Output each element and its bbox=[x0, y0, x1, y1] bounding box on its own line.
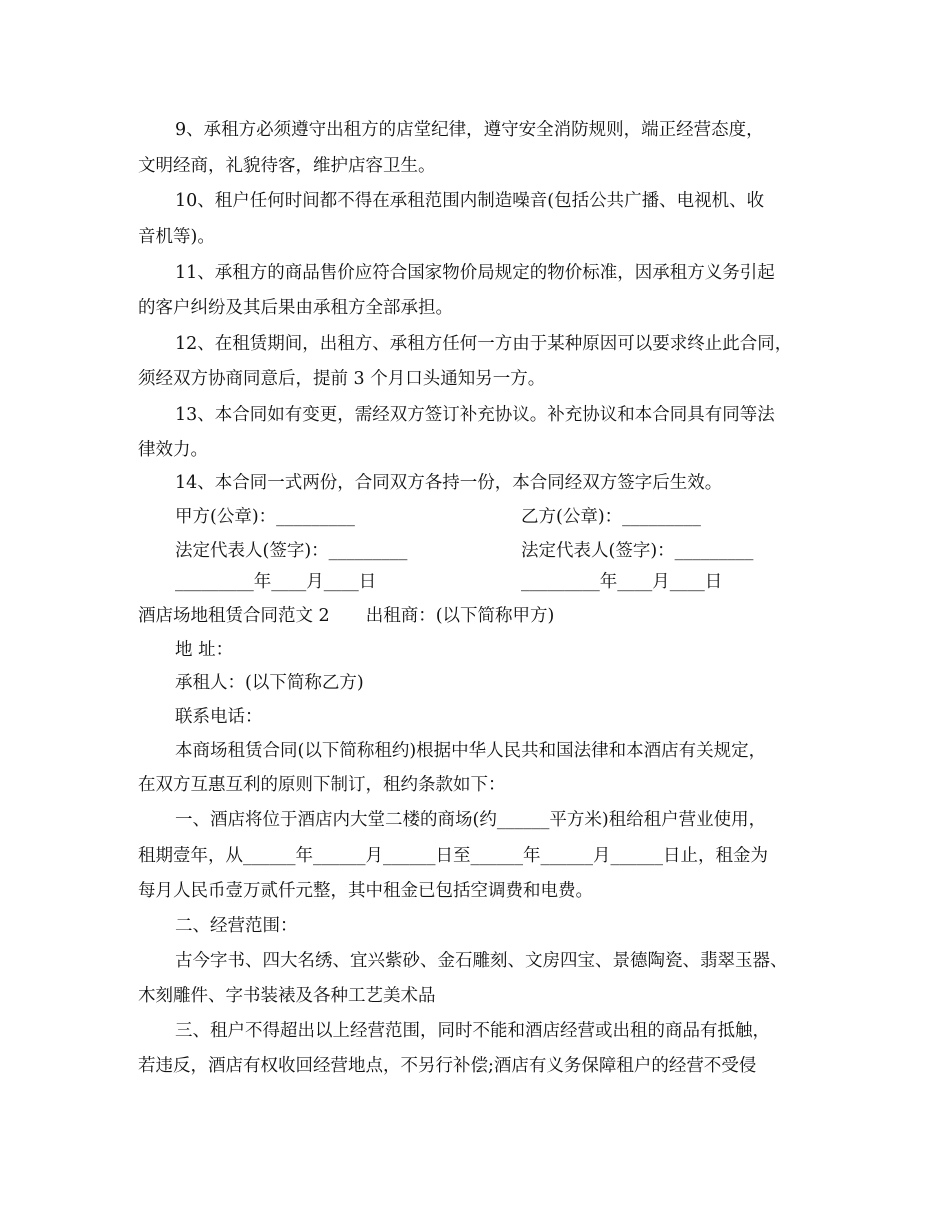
party-a-seal: 甲方(公章)：_________ bbox=[175, 507, 355, 527]
party-b-seal: 乙方(公章)：_________ bbox=[521, 507, 701, 527]
address-label: 地 址： bbox=[175, 640, 234, 660]
section-title-line bbox=[138, 604, 818, 628]
clause-14: 14、本合同一式两份，合同双方各持一份，本合同经双方签字后生效。 bbox=[175, 473, 723, 493]
clause-one-line-2: 租期壹年，从______年______月______日至______年______月______日止，租金为 bbox=[138, 846, 768, 866]
clause-three-line-1: 三、租户不得超出以上经营范围，同时不能和酒店经营或出租的商品有抵触， bbox=[175, 1021, 770, 1041]
party-b-date: _________年____月____日 bbox=[521, 572, 723, 592]
clause-two-line-2: 木刻雕件、字书装裱及各种工艺美术品 bbox=[138, 986, 436, 1006]
clause-12-line-1: 12、在租赁期间，出租方、承租方任何一方由于某种原因可以要求终止此合同， bbox=[175, 334, 793, 354]
intro-line-2: 在双方互惠互利的原则下制订，租约条款如下： bbox=[138, 775, 506, 795]
intro-line-1: 本商场租赁合同(以下简称租约)根据中华人民共和国法律和本酒店有关规定， bbox=[175, 741, 767, 761]
clause-13-line-1: 13、本合同如有变更，需经双方签订补充协议。补充协议和本合同具有同等法 bbox=[175, 405, 775, 425]
clause-two-heading: 二、经营范围： bbox=[175, 916, 298, 936]
clause-three-line-2: 若违反，酒店有权收回经营地点，不另行补偿;酒店有义务保障租户的经营不受侵 bbox=[138, 1056, 757, 1076]
clause-11-line-2: 的客户纠纷及其后果由承租方全部承担。 bbox=[138, 298, 453, 318]
clause-10-line-1: 10、租户任何时间都不得在承租范围内制造噪音(包括公共广播、电视机、收 bbox=[175, 191, 765, 211]
clause-13-line-2: 律效力。 bbox=[138, 440, 208, 460]
clause-9-line-1: 9、承租方必须遵守出租方的店堂纪律，遵守安全消防规则，端正经营态度， bbox=[175, 120, 764, 140]
clause-9-line-2: 文明经商，礼貌待客，维护店容卫生。 bbox=[138, 156, 436, 176]
clause-11-line-1: 11、承租方的商品售价应符合国家物价局规定的物价标准，因承租方义务引起 bbox=[175, 263, 775, 283]
party-a-date: _________年____月____日 bbox=[175, 572, 377, 592]
clause-two-line-1: 古今字书、四大名绣、宜兴紫砂、金石雕刻、文房四宝、景德陶瓷、翡翠玉器、 bbox=[175, 951, 788, 971]
phone-label: 联系电话： bbox=[175, 707, 263, 727]
lessor-label: 出租商：(以下简称甲方) bbox=[365, 606, 555, 626]
lessee-label: 承租人：(以下简称乙方) bbox=[175, 673, 364, 693]
clause-one-line-3: 每月人民币壹万贰仟元整，其中租金已包括空调费和电费。 bbox=[138, 881, 593, 901]
party-a-representative: 法定代表人(签字)：_________ bbox=[175, 541, 408, 561]
clause-12-line-2: 须经双方协商同意后，提前 3 个月口头通知另一方。 bbox=[138, 369, 546, 389]
clause-one-line-1: 一、酒店将位于酒店内大堂二楼的商场(约______平方米)租给租户营业使用， bbox=[175, 810, 767, 830]
party-b-representative: 法定代表人(签字)：_________ bbox=[521, 541, 754, 561]
clause-10-line-2: 音机等)。 bbox=[138, 227, 215, 247]
contract-2-title: 酒店场地租赁合同范文 2 bbox=[138, 606, 330, 626]
